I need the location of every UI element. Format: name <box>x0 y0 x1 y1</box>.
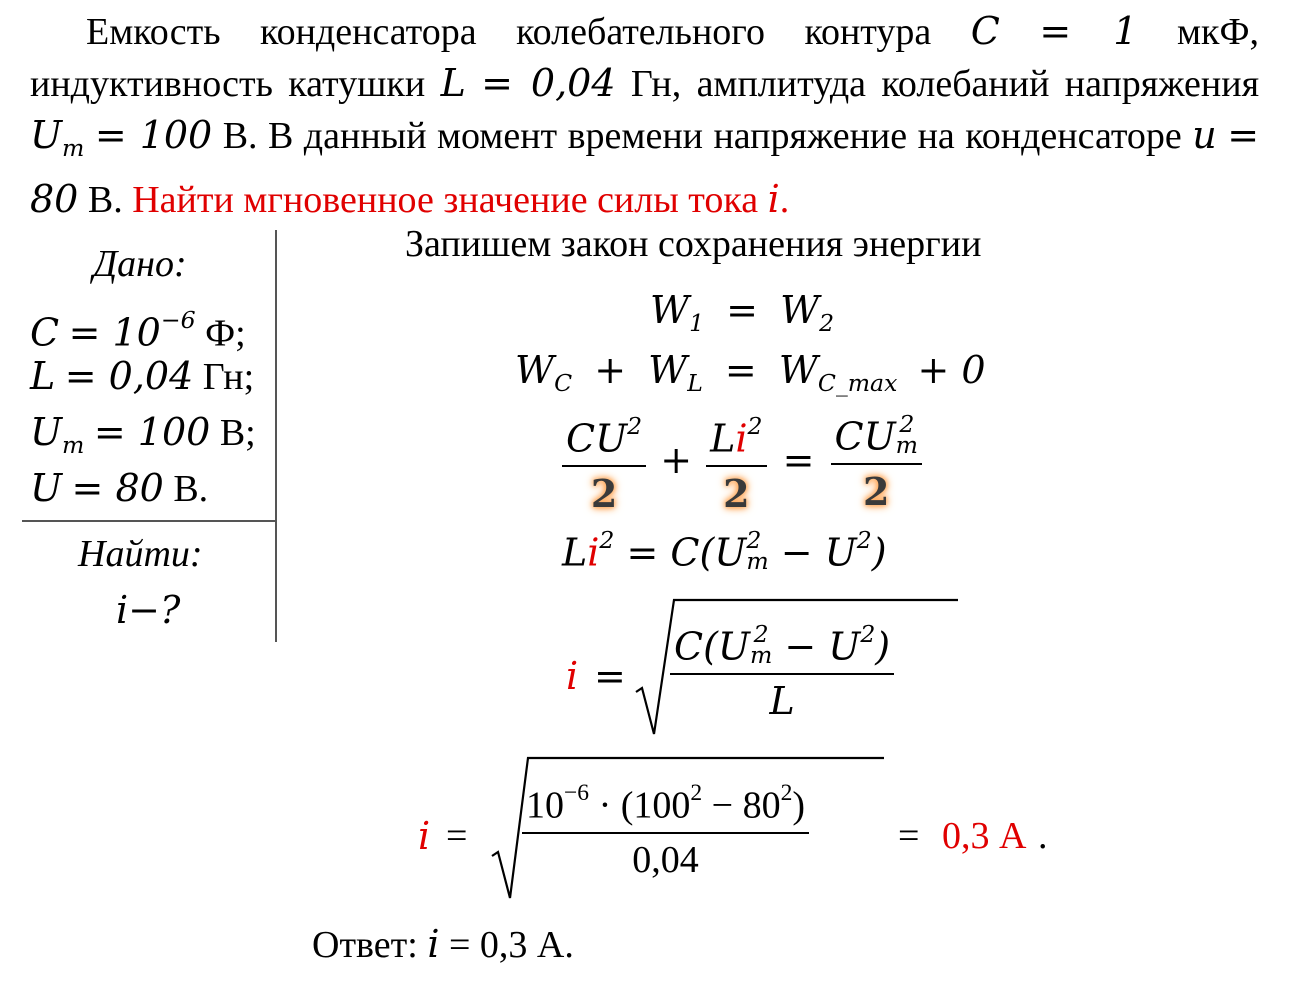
capacitance-value: = 1 <box>1039 9 1138 53</box>
fraction-max-energy: CU 2 m 2 <box>831 414 922 514</box>
voltage-value: = 80 <box>30 113 1260 222</box>
answer-line: Ответ: i = 0,3 А. <box>312 922 574 966</box>
fraction-numeric: $10^{-6} \cdot (100^2 - 80^2)$ 0,04 <box>522 780 809 882</box>
problem-text-2: индуктивность катушки <box>30 63 426 105</box>
find-value: i−? <box>116 588 181 632</box>
fraction-coil-energy: $\frac{Li^2}{2}$ <box>706 412 766 516</box>
fraction-capacitor-energy: $\frac{CU^2}{2}$ <box>562 412 646 516</box>
given-line-voltage: U = 80 В. <box>30 466 209 510</box>
given-divider-vertical <box>275 230 277 642</box>
capacitance-symbol: C <box>970 9 1000 53</box>
fraction-current: C(U 2 m − $U^2$) L <box>670 620 894 723</box>
voltage-unit: В. <box>87 179 123 222</box>
given-divider-horizontal <box>22 520 275 522</box>
problem-statement <box>30 6 1259 226</box>
amplitude-unit: В. <box>222 115 258 157</box>
equation-energy-fractions: $\frac{CU^2}{2}$ + $\frac{Li^2}{2}$ = CU 2 m 2 <box>562 412 922 516</box>
solution-heading: Запишем закон сохранения энергии <box>405 223 982 265</box>
given-line-capacitance: $C = 10^{-6}$ Ф; <box>30 306 246 355</box>
given-line-amplitude: $U_m = 100$ В; <box>30 410 256 460</box>
problem-question: Найти мгновенное значение силы тока i. <box>132 177 790 222</box>
problem-text-3: амплитуда колебаний напряжения <box>696 63 1260 105</box>
problem-text-4: В данный момент времени напряжение на конденсаторе <box>268 115 1182 157</box>
voltage-symbol: u <box>1192 113 1217 157</box>
problem-text-1: Емкость конденсатора колебательного контура <box>86 11 932 53</box>
equation-current-squared: Li$^2$ = C(U 2 m − $U^2$) <box>562 525 887 576</box>
find-title: Найти: <box>78 533 203 575</box>
inductance-value: = 0,04 <box>481 61 616 105</box>
result-value: 0,3 А <box>942 815 1027 857</box>
equation-energy-equality: $W_1 = W_2$ <box>650 288 835 338</box>
inductance-symbol: L <box>440 61 466 105</box>
equation-energy-sum: $W_C + W_L = W_{C\_max} + 0$ <box>515 348 986 398</box>
amplitude-value: = 100 <box>94 113 213 157</box>
given-line-inductance: L = 0,04 Гн; <box>30 354 255 398</box>
given-title: Дано: <box>93 243 187 285</box>
capacitance-unit: мкФ, <box>1176 11 1259 53</box>
inductance-unit: Гн, <box>630 63 682 105</box>
amplitude-symbol: $U_m$ <box>30 113 85 163</box>
